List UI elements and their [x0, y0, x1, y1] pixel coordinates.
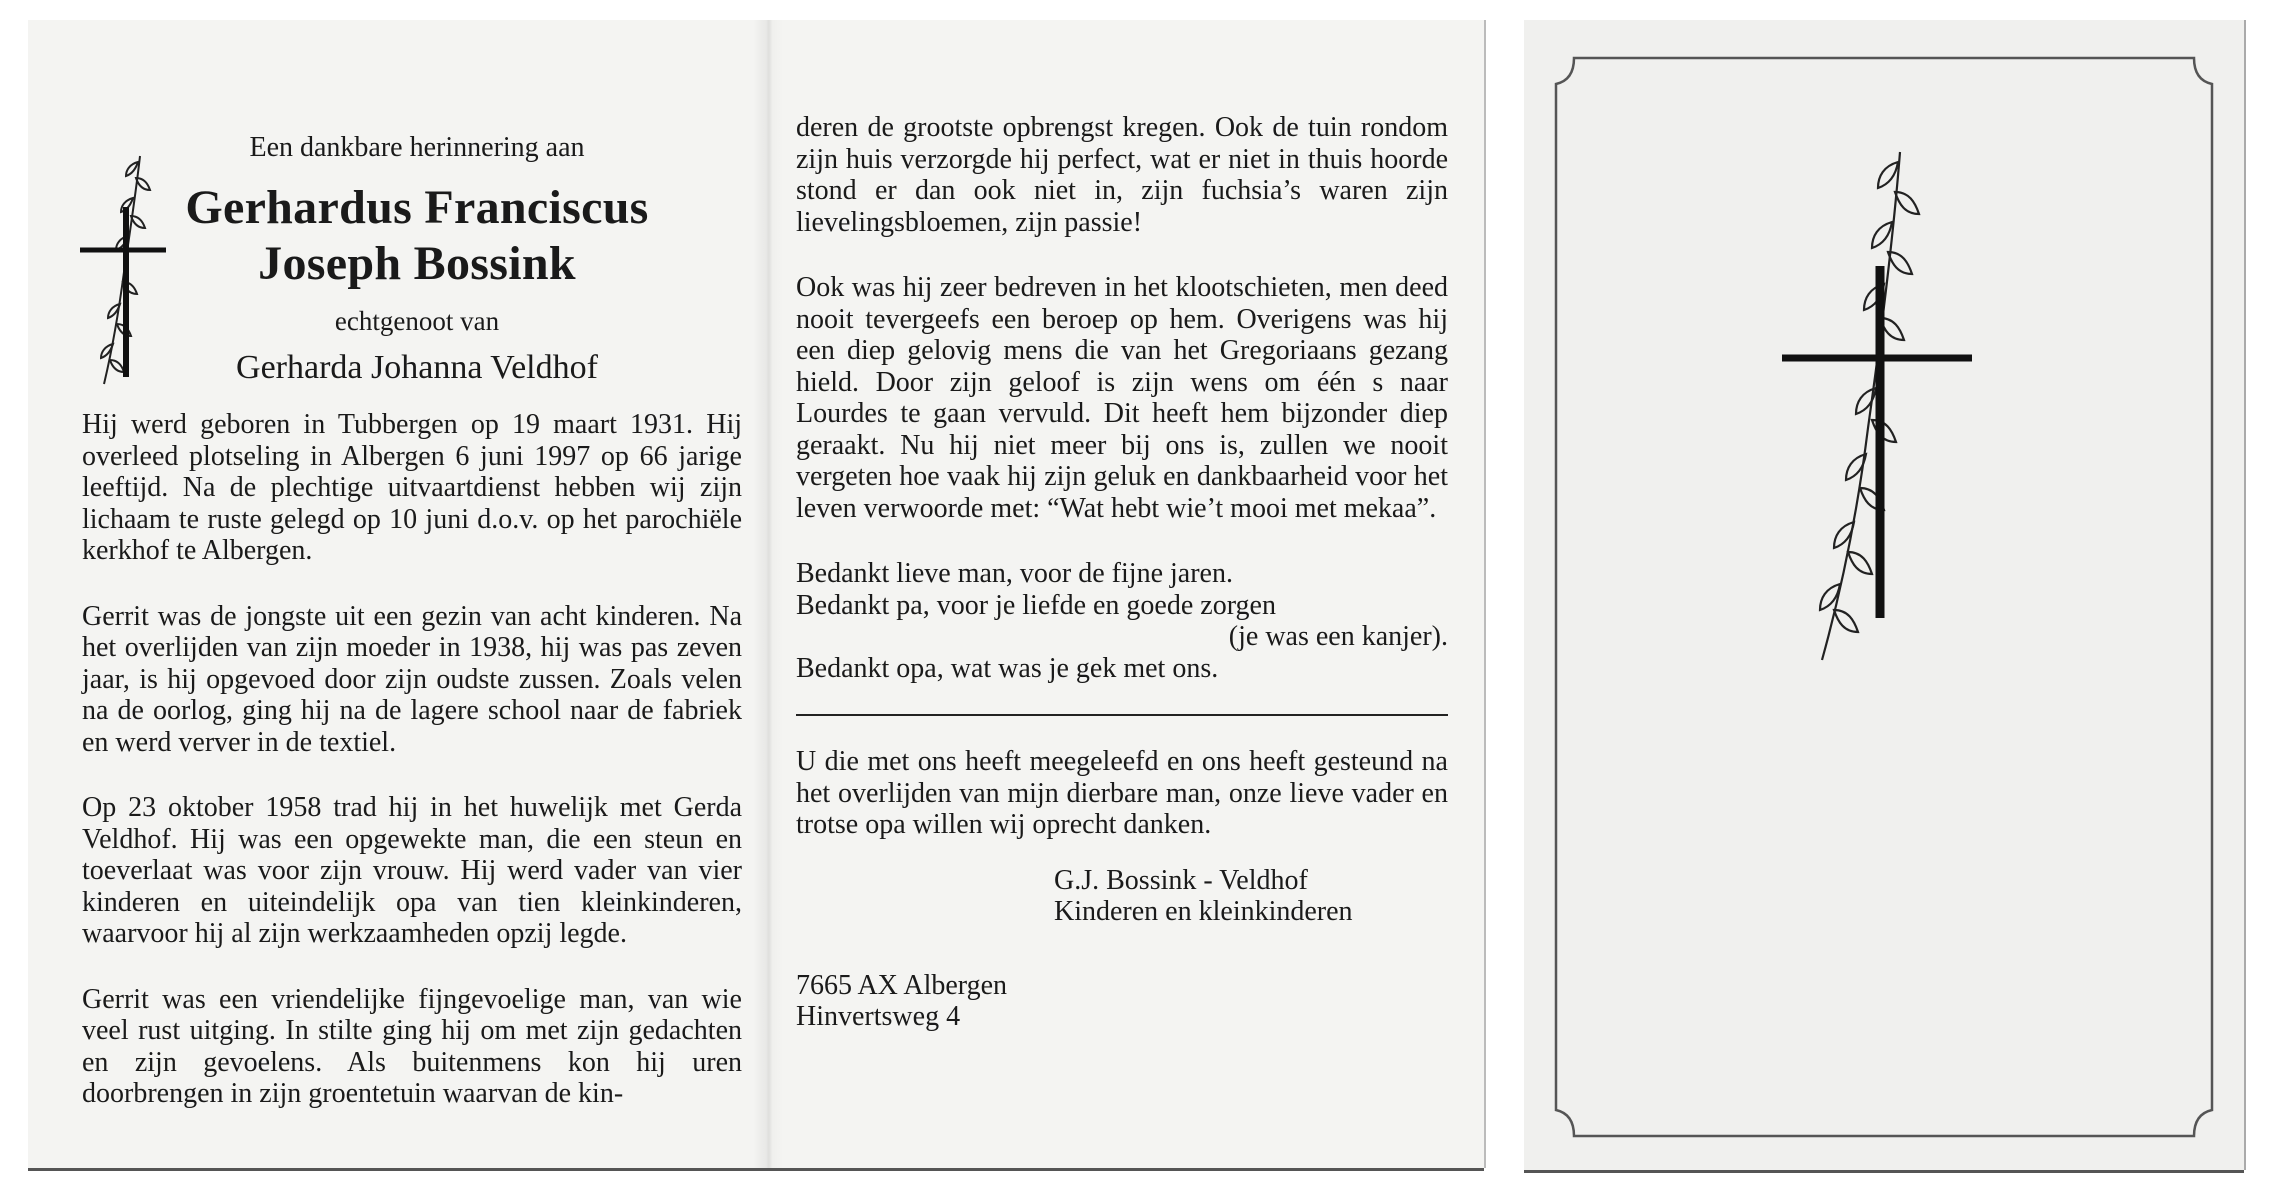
signature-line: Kinderen en kleinkinderen	[1054, 896, 1353, 927]
deceased-name-line1: Gerhardus Franciscus	[185, 181, 649, 234]
signature-block	[1054, 865, 1448, 928]
thanks-block	[796, 558, 1448, 684]
paragraph-garden: deren de grootste opbrengst kregen. Ook de tuin rondom zijn huis verzorgde hij perfect, wat er niet in thuis hoorde stond er dan ook niet in, zijn fuchsia’s waren zijn lievelingsbloemen, zijn passie!	[796, 112, 1448, 238]
address-line: 7665 AX Albergen	[796, 969, 1008, 1001]
thanks-line: Bedankt pa, voor je liefde en goede zorgen	[796, 589, 1276, 621]
paragraph-childhood: Gerrit was de jongste uit een gezin van acht kinderen. Na het overlijden van zijn moeder in 1938, hij was pas zeven jaar, is hij opgevoed door zijn oudste zussen. Zoals velen na de oorlog, ging hij na de lagere school naar de fabriek en werd verver in de textiel.	[82, 600, 742, 758]
thanks-line: Bedankt lieve man, voor de fijne jaren.	[796, 558, 1233, 589]
paragraph-faith: Ook was hij zeer bedreven in het klootschieten, men deed nooit tevergeefs een beroep op hem. Overigens was hij een diep gelovig mens die van het Gregoriaans gezang hield. Door zijn geloof is zijn wens om één s naar Lourdes te gaan vervuld. Dit heeft hem bijzonder diep geraakt. Nu hij niet meer bij ons is, zullen we nooit vergeten hoe vaak hij zijn geluk en dankbaarheid voor het leven verwoorde met: “Wat hebt wie’t mooi met mekaa”.	[796, 272, 1448, 524]
thanks-line: Bedankt opa, wat was je gek met ons.	[796, 652, 1219, 684]
address-line: Hinvertsweg 4	[796, 1001, 961, 1032]
left-panel	[82, 112, 742, 1144]
middle-panel	[796, 112, 1448, 1033]
paragraph-character: Gerrit was een vriendelijke fijngevoelige man, van wie veel rust uitging. In stilte ging hij om met zijn gedachten en zijn gevoelens. Als buitenmens kon hij uren doorbrengen in zijn groentetuin waarvan de kin-	[82, 983, 742, 1109]
spouse-label: echtgenoot van	[334, 306, 500, 336]
deceased-name-line2: Joseph Bossink	[258, 237, 576, 290]
cross-with-palm-branch-icon	[78, 152, 168, 392]
memorial-card-cover	[1524, 20, 2244, 1170]
card-fold-crease	[753, 20, 783, 1168]
address-block	[796, 970, 1448, 1033]
signature-line: G.J. Bossink - Veldhof	[1054, 864, 1308, 896]
acknowledgement-paragraph: U die met ons heeft meegeleefd en ons heeft gesteund na het overlijden van mijn dierbare man, onze lieve vader en trotse opa willen wij oprecht danken.	[796, 746, 1448, 840]
spouse-name: Gerharda Johanna Veldhof	[236, 349, 598, 386]
divider-line	[796, 714, 1448, 716]
cross-with-palm-branch-icon	[1782, 148, 1972, 668]
intro-line: Een dankbare herinnering aan	[249, 132, 585, 163]
thanks-line: (je was een kanjer).	[1228, 621, 1448, 652]
memorial-card-inside	[28, 20, 1484, 1168]
card-header	[82, 132, 742, 387]
paragraph-birth-death: Hij werd geboren in Tubbergen op 19 maart 1931. Hij overleed plotseling in Albergen 6 juni 1997 op 66 jarige leeftijd. Na de plechtige uitvaartdienst hebben wij zijn lichaam te ruste gelegd op 10 juni d.o.v. op het parochiële kerkhof te Albergen.	[82, 409, 742, 566]
paragraph-marriage: Op 23 oktober 1958 trad hij in het huwelijk met Gerda Veldhof. Hij was een opgewekte man, die een steun en toeverlaat was voor zijn vrouw. Hij werd vader van vier kinderen en uiteindelijk opa van tien kleinkinderen, waarvoor hij al zijn werkzaamheden opzij legde.	[82, 792, 742, 949]
